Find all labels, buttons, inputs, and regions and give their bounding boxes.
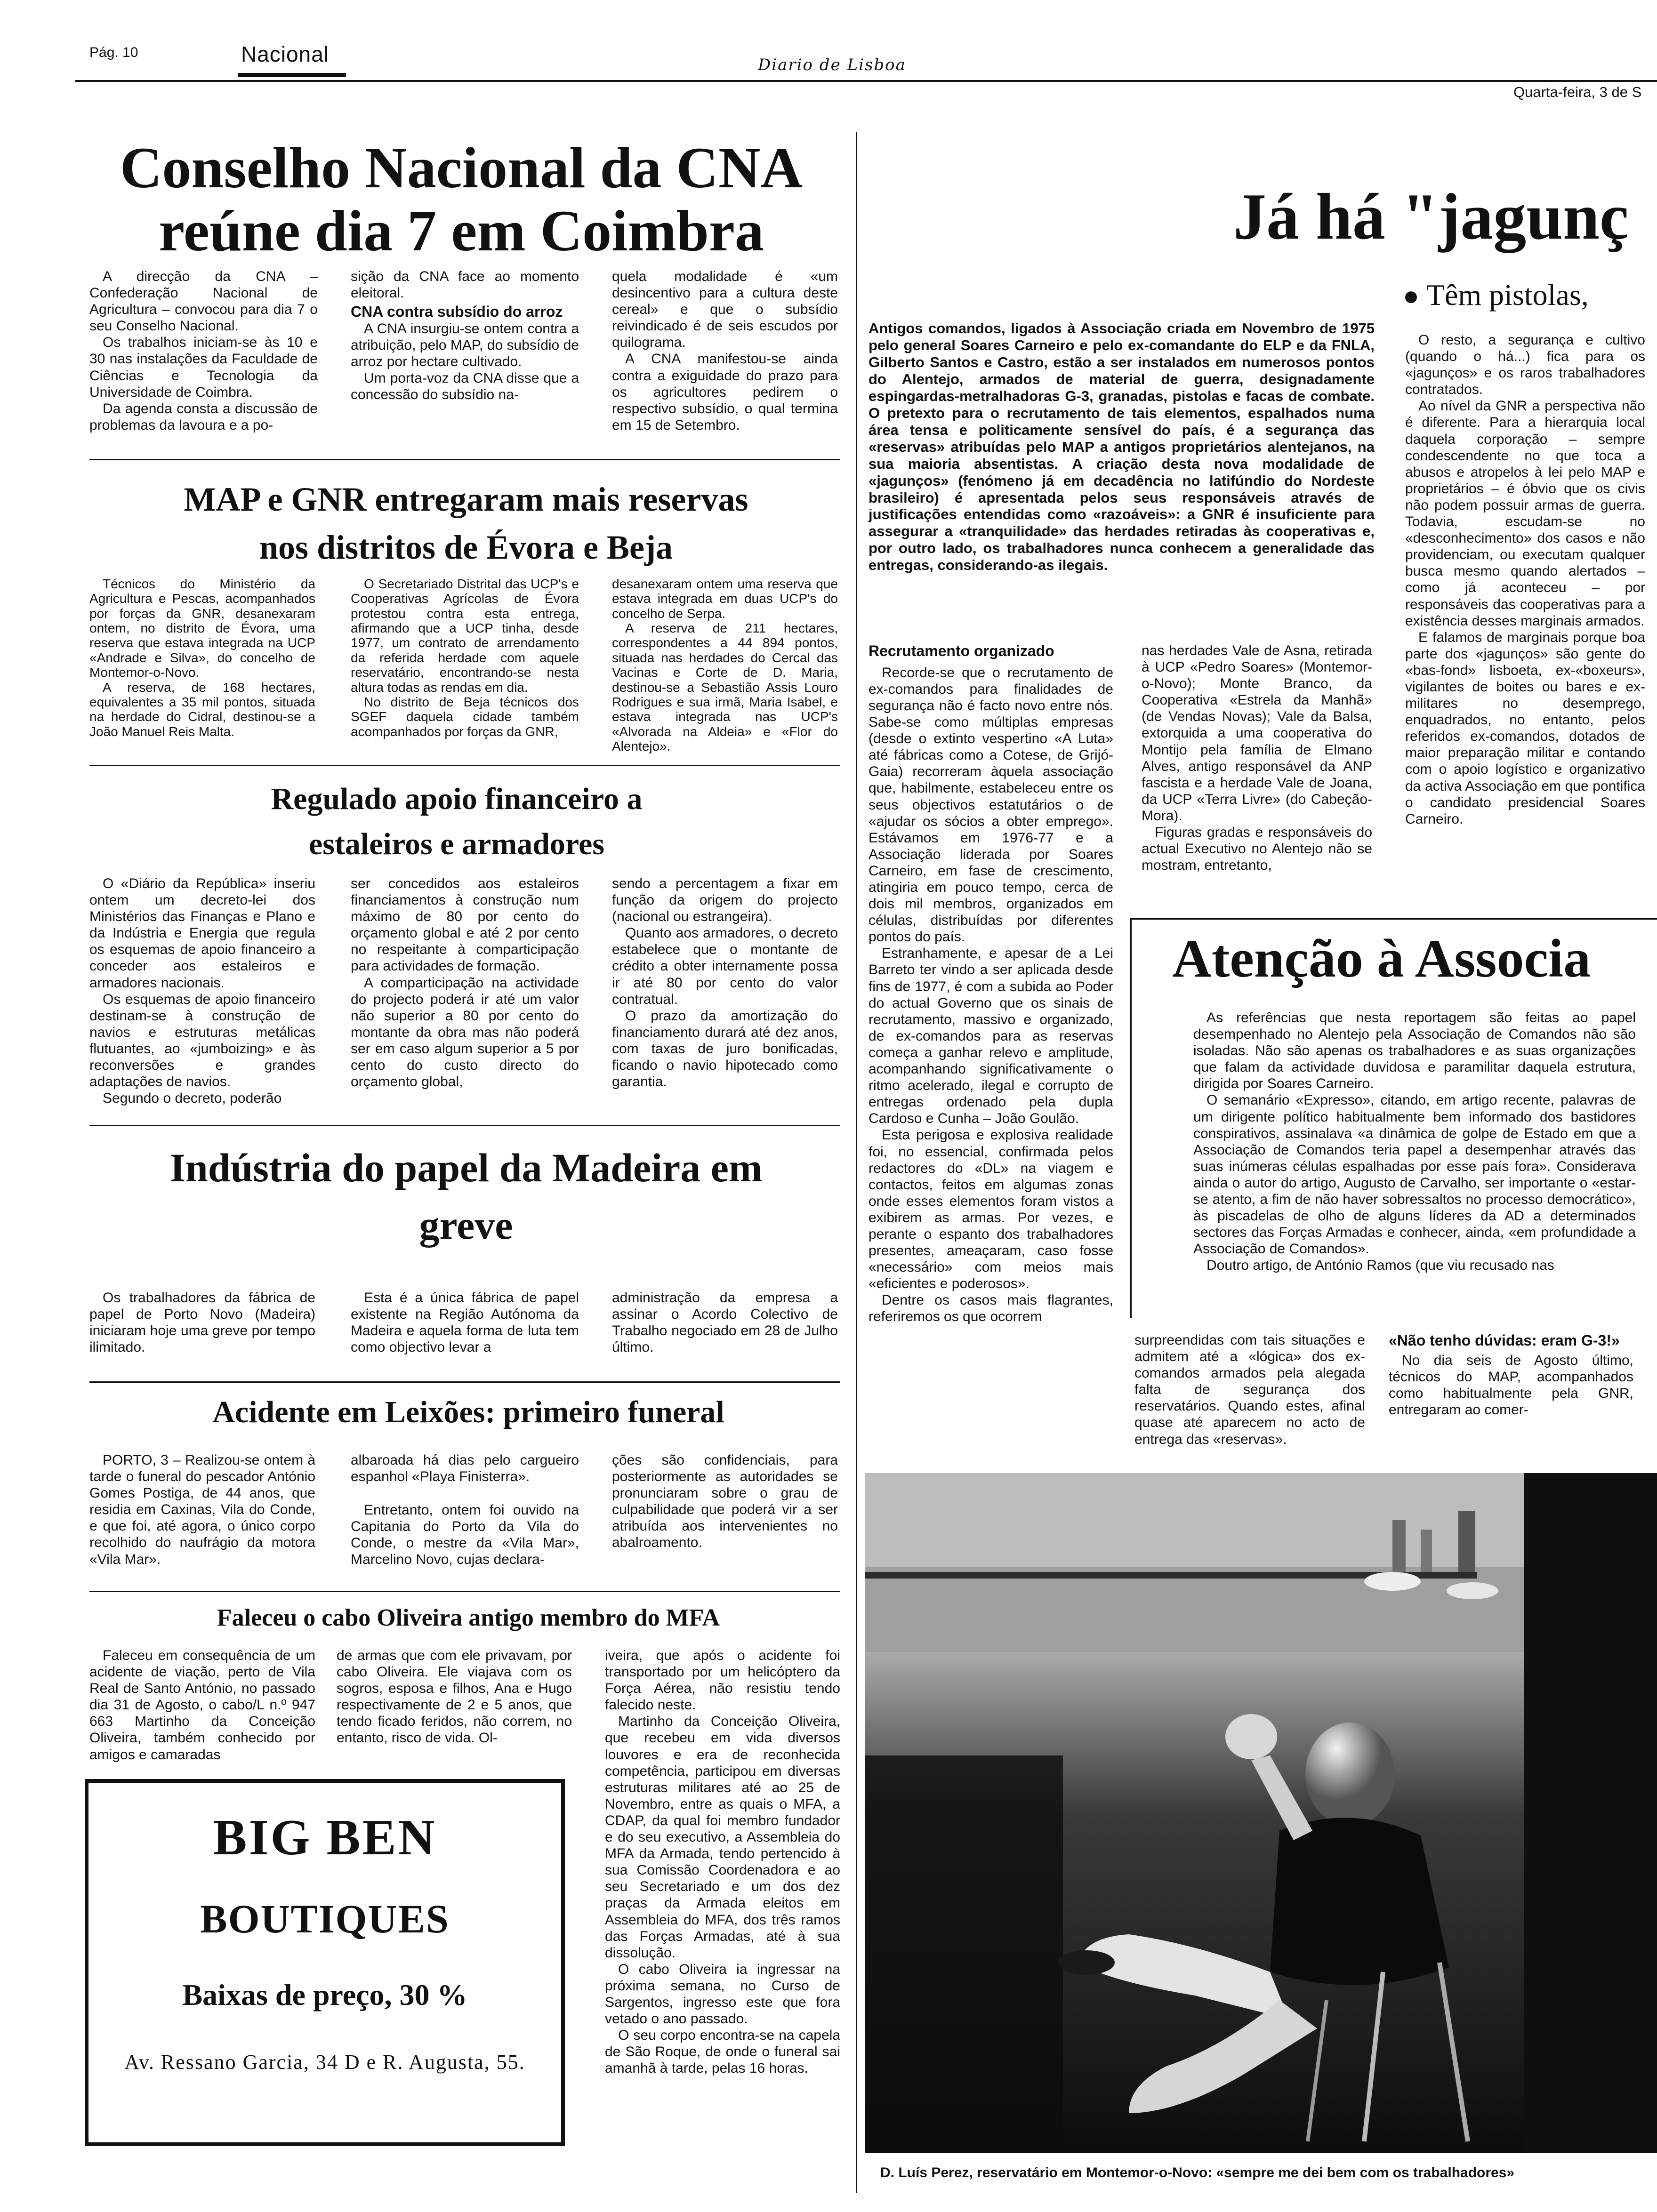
est-col3-p3: O prazo da amortização do financiamento durará até dez anos, com taxas de juro bonificadas, ficando o navio hipotecado como garantia. bbox=[612, 1008, 838, 1090]
leixoes-col-2 bbox=[351, 1452, 579, 1568]
est-col1-p2: Os esquemas de apoio financeiro destinam-se à construção de navios e estruturas metálicas flutuantes, ao «jumboizing» e às reconversões e grandes adaptações de navios. bbox=[89, 991, 315, 1090]
oliveira-col1-p1: Faleceu em consequência de um acidente de viação, perto de Vila Real de Santo António, no passado dia 31 de Agosto, o cabo/L n.º 947 663 Martinho da Conceição Oliveira, também conhecido por amigos e camaradas bbox=[89, 1648, 315, 1763]
jag-colc-p3: E falamos de marginais porque boa parte dos «jagunços» são gente do «bas-fond» lisboeta, ex-«boxeurs», vigilantes de boites ou bares e ex-militares no desemprego, enquadrados, no entanto, pelos referidos ex-comandos, dotados de maior preparação militar e contando com o apoio logístico e organizativo da activa Associação em que pontifica o candidato presidencial Soares Carneiro. bbox=[1405, 629, 1645, 827]
leixoes-headline: Acidente em Leixões: primeiro funeral bbox=[212, 1395, 724, 1429]
masthead: Diario de Lisboa bbox=[758, 56, 906, 74]
jagunco-headline: Já há "jagunç bbox=[1233, 180, 1629, 253]
jagunco-subhead bbox=[1403, 278, 1589, 313]
map-col-1 bbox=[89, 577, 315, 739]
papel-col-1 bbox=[89, 1290, 315, 1355]
est-col1-p1: O «Diário da República» inseriu ontem um decreto-lei dos Ministérios das Finanças e Plano e da Indústria e Energia que regula os esquemas de apoio financeiro a conceder aos estaleiros e armadores nacionais. bbox=[89, 876, 315, 991]
cna-col2-p3: Um porta-voz da CNA disse que a concessão do subsídio na- bbox=[351, 370, 579, 403]
map-col3-p2: A reserva de 211 hectares, correspondentes a 44 894 pontos, situada nas herdades do Cercal das Vacinas e Corte de D. Maria, destinou-se a Sebastião Assis Louro Rodrigues e sua irmã, Maria Isabel, e estava integrada nas UCP's «Alvorada na Aldeia» e «Flor do Alentejo». bbox=[612, 621, 838, 753]
map-col1-p2: A reserva, de 168 hectares, equivalentes a 35 mil pontos, situada na herdade do Cidral, destinou-se a João Manuel Reis Malta. bbox=[89, 680, 315, 739]
header-rule bbox=[75, 80, 1657, 82]
center-column-rule bbox=[856, 132, 857, 2193]
g3-subhead: «Não tenho dúvidas: eram G-3!» bbox=[1389, 1332, 1620, 1349]
atencao-body bbox=[1193, 1010, 1636, 1274]
map-col1-p1: Técnicos do Ministério da Agricultura e Pescas, acompanhados por forças da GNR, desanexaram ontem, no distrito de Évora, uma reserva que estava integrada na UCP «Andrade e Silva», do concelho de Montemor-o-Novo. bbox=[89, 577, 315, 680]
est-col3-p2: Quanto aos armadores, o decreto estabelece que o montante de crédito a obter internamente possa ir até 80 por cento do valor contratual. bbox=[612, 925, 838, 1007]
oliveira-col2-p1: de armas que com ele privavam, por cabo Oliveira. Ele viajava com os sogros, esposa e filhos, Ana e Hugo respectivamente de 2 e 5 anos, que tendo ficado feridos, não correm, no entanto, risco de vida. Ol- bbox=[337, 1648, 572, 1746]
cna-headline: Conselho Nacional da CNA reúne dia 7 em Coimbra bbox=[120, 136, 803, 263]
map-col-3 bbox=[612, 577, 838, 753]
jag-colb-p1: nas herdades Vale de Asna, retirada à UCP «Pedro Soares» (Montemor-o-Novo); Monte Branco, da Cooperativa «Estrela da Manhã» (de Vendas Novas); Vale da Balsa, extorquida a uma cooperativa do Montijo pela família de Elmano Alves, antigo responsável da ANP fascista e a herdade Vale de Joana, da UCP «Terra Livre» (do Cabeção-Mora). bbox=[1142, 643, 1372, 824]
divider-4 bbox=[89, 1381, 840, 1383]
papel-col2-p1: Esta é a única fábrica de papel existente na Região Autónoma da Madeira e aquela forma de luta tem como objectivo levar a bbox=[351, 1290, 579, 1355]
map-col3-p1: desanexaram ontem uma reserva que estava integrada em duas UCP's do concelho de Serpa. bbox=[612, 577, 838, 621]
papel-col3-p1: administração da empresa a assinar o Acordo Colectivo de Trabalho negociado em 28 de Julho último. bbox=[612, 1290, 838, 1355]
est-col3-p1: sendo a percentagem a fixar em função da origem do projecto (nacional ou estrangeira). bbox=[612, 876, 838, 925]
jagunco-subhead-text: Têm pistolas, bbox=[1426, 278, 1589, 312]
divider-5 bbox=[89, 1591, 840, 1592]
atencao-p2: O semanário «Expresso», citando, em artigo recente, palavras de um dirigente político habitualmente bem informado dos bastidores conspirativos, assinalava «a dinâmica de golpe de Estado em que a Associação de Comandos teria papel a desempenhar através das suas inúmeras células espalhadas por esse país fora». Considerava ainda o autor do artigo, Augusto de Carvalho, ser importante o «estar-se atento, a fim de não haver sobressaltos no processo democrático», às piscadelas de olho de alguns líderes da AD a determinados sectores das Forças Armadas e conhecer, ainda, «em profundidade a Associação de Comandos». bbox=[1193, 1092, 1636, 1257]
map-col2-p1: O Secretariado Distrital das UCP's e Cooperativas Agrícolas de Évora protestou contra esta entrega, afirmando que a UCP tinha, desde 1977, um contrato de arrendamento da referida herdade com aquele reservatário, encontrando-se nesta altura todas as rendas em dia. bbox=[351, 577, 579, 695]
leixoes-col-1 bbox=[89, 1452, 315, 1568]
jagunco-col-a bbox=[869, 642, 1113, 1325]
jagunco-col-d bbox=[1134, 1332, 1365, 1448]
map-col-2 bbox=[351, 577, 579, 739]
ad-boutiques: BOUTIQUES bbox=[200, 1896, 450, 1941]
page-number-label: Pág. 10 bbox=[89, 45, 138, 60]
cna-col-2 bbox=[351, 268, 579, 403]
map-headline: MAP e GNR entregaram mais reservas nos distritos de Évora e Beja bbox=[184, 481, 748, 567]
jagunco-col-b bbox=[1142, 642, 1372, 874]
jag-cola-p2: Estranhamente, e apesar de a Lei Barreto ter vindo a ser aplicada desde fins de 1977, é com a subida ao Poder do actual Governo que os sinais de recrutamento, massivo e organizado, de ex-comandos para as reservas começa a ganhar relevo e amplitude, acompanhando significativamente o ritmo acelerado, ilegal e corrupto de entregas ordenado pela dupla Cardoso e Cunha – João Goulão. bbox=[869, 946, 1113, 1127]
jag-cole-p1: No dia seis de Agosto último, técnicos do MAP, acompanhados como habitualmente pela GNR, entregaram ao comer- bbox=[1389, 1352, 1633, 1418]
leixoes-col-3 bbox=[612, 1452, 838, 1551]
estaleiros-headline: Regulado apoio financeiro a estaleiros e armadores bbox=[271, 782, 643, 861]
atencao-headline: Atenção à Associa bbox=[1172, 929, 1591, 989]
jag-cola-p4: Dentre os casos mais flagrantes, referiremos os que ocorrem bbox=[869, 1292, 1113, 1325]
divider-1 bbox=[89, 459, 840, 460]
section-name: Nacional bbox=[241, 42, 329, 66]
cna-col1-p2: Os trabalhos iniciam-se às 10 e 30 nas instalações da Faculdade de Ciências e Tecnologia da Universidade de Coimbra. bbox=[89, 335, 318, 400]
ad-offer: Baixas de preço, 30 % bbox=[182, 1978, 467, 2012]
oliveira-col-2 bbox=[337, 1647, 572, 1747]
leixoes-col2-p1: albaroada há dias pelo cargueiro espanhol «Playa Finisterra». bbox=[351, 1452, 579, 1485]
cna-col1-p1: A direcção da CNA – Confederação Nacional de Agricultura – convocou para dia 7 o seu Conselho Nacional. bbox=[89, 269, 318, 334]
cna-col2-p2: A CNA insurgiu-se ontem contra a atribuição, pelo MAP, do subsídio de arroz por hectare cultivado. bbox=[351, 321, 579, 370]
big-ben-advertisement bbox=[85, 1779, 565, 2146]
oliveira-col3-p4: O seu corpo encontra-se na capela de São Roque, de onde o funeral sai amanhã à tarde, pelas 16 horas. bbox=[605, 2028, 840, 2076]
estaleiros-col-3 bbox=[612, 875, 838, 1090]
jagunco-lead: Antigos comandos, ligados à Associação criada em Novembro de 1975 pelo general Soares Carneiro e pelo ex-comandante do ELP e da FNLA, Gilberto Santos e Castro, estão a ser instalados em numerosos pontos do Alentejo, armados de material de guerra, designadamente espingardas-metralhadoras G-3, granadas, pistolas e facas de combate. O pretexto para o recrutamento de tais elementos, espalhados numa área tensa e politicamente sensível do país, é a segurança das «reservas» atribuídas pelo MAP a antigos proprietários alentejanos, na sua maioria absentistas. A criação desta nova modalidade de «jagunços» (fenómeno já em decadência no latifúndio do Nordeste brasileiro) é apresentada pelos seus responsáveis através de justificações entendidas como «razoáveis»: a GNR é insuficiente para assegurar a «tranquilidade» das herdades retiradas às cooperativas e, por outro lado, os trabalhadores nunca conhecem a generalidade das entregas, considerando-as ilegais. bbox=[869, 320, 1375, 574]
jag-colc-p2: Ao nível da GNR a perspectiva não é diferente. Para a hierarquia local daquela corporação – sempre condescendente no que toca a abusos e atropelos à lei pelo MAP e proprietários – é óbvio que os civis não podem possuir armas de guerra. Todavia, escudam-se no «desconhecimento» dos casos e não providenciam, ou executam qualquer busca mesmo quando alertados – como já aconteceu – por responsáveis das cooperativas para a existência desses marginais armados. bbox=[1405, 398, 1645, 629]
page-number bbox=[89, 45, 138, 61]
estaleiros-col-1 bbox=[89, 875, 315, 1106]
cna-col2-p1: sição da CNA face ao momento eleitoral. bbox=[351, 269, 579, 301]
leixoes-col3-p1: ções são confidenciais, para posteriormente as autoridades se pronunciaram sobre o grau de culpabilidade que poderá vir a ser atribuída aos intervenientes no abalroamento. bbox=[612, 1452, 838, 1551]
jag-cold-p1: surpreendidas com tais situações e admitem até a «lógica» dos ex-comandos armados pela alegada falta de segurança dos reservatários. Quando estes, afinal quase até aparecem no acto de entrega das «reservas». bbox=[1134, 1332, 1365, 1447]
est-col2-p2: A comparticipação na actividade do projecto poderá ir até um valor não superior a 80 por cento do montante da obra mas não poderá ser em caso algum superior a 5 por cento do custo directo do orçamento global, bbox=[351, 975, 579, 1090]
leixoes-col2-p2: Entretanto, ontem foi ouvido na Capitania do Porto da Vila do Conde, o mestre da «Vila Mar», Marcelino Novo, cujas declara- bbox=[351, 1502, 579, 1568]
papel-col-2 bbox=[351, 1290, 579, 1355]
oliveira-headline: Faleceu o cabo Oliveira antigo membro do MFA bbox=[217, 1604, 720, 1631]
oliveira-col-3 bbox=[605, 1647, 840, 2076]
bullet-dot-icon: ● bbox=[1403, 281, 1420, 311]
oliveira-col3-p1: iveira, que após o acidente foi transportado por um helicóptero da Força Aérea, não resistiu tendo falecido neste. bbox=[605, 1648, 840, 1713]
photo-caption: D. Luís Perez, reservatário em Montemor-o-Novo: «sempre me dei bem com os trabalhadores» bbox=[880, 2165, 1515, 2180]
jag-colc-p1: O resto, a segurança e cultivo (quando o há...) fica para os «jagunços» e os raros trabalhadores contratados. bbox=[1405, 332, 1645, 398]
ad-address: Av. Ressano Garcia, 34 D e R. Augusta, 55. bbox=[124, 2051, 525, 2074]
jagunco-col-e bbox=[1389, 1332, 1633, 1418]
estaleiros-col-2 bbox=[351, 875, 579, 1090]
jag-cola-p1: Recorde-se que o recrutamento de ex-comandos para finalidades de segurança não é facto novo entre nós. Sabe-se como múltiplas empresas (desde o extinto vespertino «A Luta» até fábricas como a Cotese, de Grijó-Gaia) recorreram àquela associação que, habilmente, estabeleceu entre os seus objectivos estatutários o de «ajudar os sócios a obter emprego». Estávamos em 1976-77 e a Associação liderada por Soares Carneiro, em fase de crescimento, atingiria em pouco tempo, cerca de dois mil membros, organizados em células, distribuídas por diferentes pontos do país. bbox=[869, 665, 1113, 945]
recrutamento-subhead: Recrutamento organizado bbox=[869, 642, 1054, 659]
jagunco-col-c bbox=[1405, 332, 1645, 827]
papel-col1-p1: Os trabalhadores da fábrica de papel de Porto Novo (Madeira) iniciaram hoje uma greve por tempo ilimitado. bbox=[89, 1290, 315, 1355]
ad-brand-name: BIG BEN bbox=[213, 1810, 437, 1866]
jag-colb-p2: Figuras gradas e responsáveis do actual Executivo no Alentejo não se mostram, entretanto, bbox=[1142, 825, 1372, 874]
cna-col3-p1: quela modalidade é «um desincentivo para a cultura deste cereal» e que o subsídio reivindicado é de seis escudos por quilograma. bbox=[612, 269, 838, 351]
papel-headline: Indústria do papel da Madeira em greve bbox=[169, 1145, 763, 1248]
atencao-p3: Doutro artigo, de António Ramos (que viu recusado nas bbox=[1207, 1258, 1554, 1274]
divider-2 bbox=[89, 765, 840, 766]
jag-cola-p3: Esta perigosa e explosiva realidade foi, no essencial, confirmada pelos redactores do «DL» na viagem e contactos, feitos em algumas zonas onde esses elementos foram vistos a exibirem as armas. Por vezes, e perante o espanto dos trabalhadores presentes, ameaçaram, caso fosse «necessário» com meios mais «eficientes e poderosos». bbox=[869, 1127, 1113, 1292]
est-col2-p1: ser concedidos aos estaleiros financiamentos à construção num máximo de 80 por cento do orçamento global e até 2 por cento no respeitante à comparticipação para actividades de formação. bbox=[351, 876, 579, 974]
oliveira-col3-p3: O cabo Oliveira ia ingressar na próxima semana, no Curso de Sargentos, ingresso este que fora vetado o ano passado. bbox=[605, 1961, 840, 2027]
issue-date: Quarta-feira, 3 de S bbox=[1513, 84, 1642, 100]
cna-col-1 bbox=[89, 268, 318, 433]
oliveira-col-1 bbox=[89, 1647, 315, 1763]
cna-col3-p2: A CNA manifestou-se ainda contra a exiguidade do prazo para os agricultores pedirem o respectivo subsídio, o qual termina em 15 de Setembro. bbox=[612, 351, 838, 433]
papel-col-3 bbox=[612, 1290, 838, 1355]
header-rule-section bbox=[238, 73, 346, 77]
leixoes-col1-p1: PORTO, 3 – Realizou-se ontem à tarde o funeral do pescador António Gomes Postiga, de 44 anos, que residia em Caxinas, Vila do Conde, e que foi, até agora, o único corpo recolhido do naufrágio da motora «Vila Mar». bbox=[89, 1452, 315, 1567]
cna-col1-p3: Da agenda consta a discussão de problemas da lavoura e a po- bbox=[89, 401, 318, 433]
oliveira-col3-p2: Martinho da Conceição Oliveira, que recebeu em vida diversos louvores e era de reconhecida competência, participou em diversas estruturas militares até ao 25 de Novembro, entre as quais o MFA, a CDAP, da qual foi membro fundador e do seu executivo, a Assembleia do MFA da Armada, tendo pertencido à sua Comissão Coordenadora e ao seu Secretariado e um dos dez praças da Armada eleitos em Assembleia do MFA, dos três ramos das Forças Armadas, até à sua dissolução. bbox=[605, 1714, 840, 1961]
cna-subhead: CNA contra subsídio do arroz bbox=[351, 303, 563, 321]
est-col1-p3: Segundo o decreto, poderão bbox=[103, 1090, 282, 1106]
cna-col-3 bbox=[612, 268, 838, 433]
photo-luis-perez bbox=[865, 1473, 1657, 2153]
divider-3 bbox=[89, 1125, 840, 1126]
map-col2-p2: No distrito de Beja técnicos dos SGEF daquela cidade também acompanhados por forças da GNR, bbox=[351, 694, 579, 739]
photo-illustration bbox=[865, 1473, 1657, 2153]
atencao-p1: As referências que nesta reportagem são feitas ao papel desempenhado no Alentejo pela Associação de Comandos não são isoladas. Não são apenas os trabalhadores e as suas organizações que falam da actividade duvidosa e paramilitar daquela estrutura, dirigida por Soares Carneiro. bbox=[1193, 1010, 1636, 1092]
